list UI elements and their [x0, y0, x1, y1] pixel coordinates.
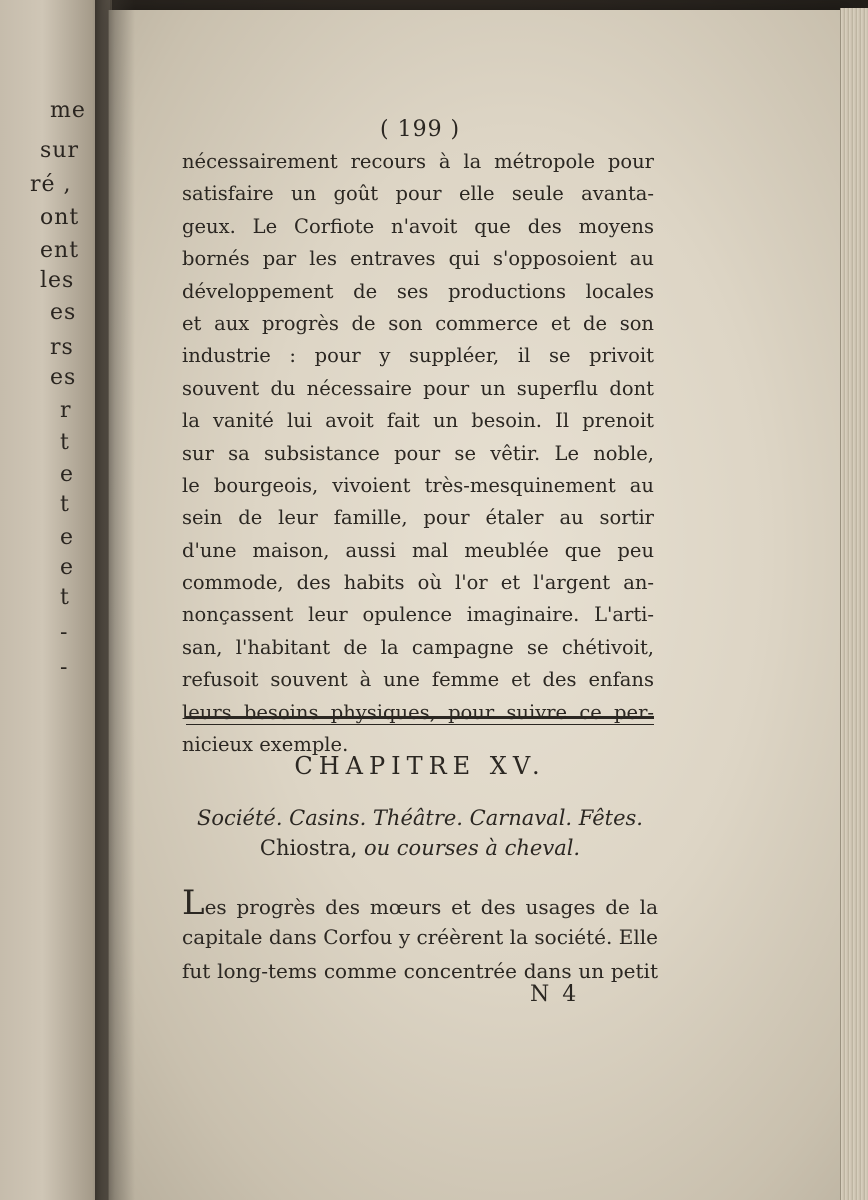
left-page-fragment: e [60, 555, 75, 580]
chapter-heading: CHAPITRE XV. [294, 752, 546, 780]
left-page-fragment: e [60, 525, 75, 550]
left-page-fragment: ré , [30, 172, 72, 197]
text-line: refusoit souvent à une femme et des enfans [182, 668, 654, 692]
text-line: sein de leur famille, pour étaler au sortir [182, 506, 654, 530]
page-edges [840, 8, 868, 1200]
left-page-fragment: me [50, 98, 86, 123]
left-page-fragment: les [40, 268, 75, 293]
left-page-fragment: ont [40, 205, 80, 230]
left-page-fragment: r [60, 398, 72, 423]
text-line: et aux progrès de son commerce et de son [182, 311, 654, 335]
text-line: Les progrès des mœurs et des usages de la [182, 883, 658, 923]
left-page-fragment: rs [50, 335, 74, 360]
subtitle-italic-part: ou courses à cheval. [357, 836, 581, 860]
book-gutter-shadow [95, 0, 135, 1200]
signature-mark: N 4 [530, 982, 580, 1007]
left-page-fragment: e [60, 462, 75, 487]
text-line: geux. Le Corfiote n'avoit que des moyens [182, 214, 654, 238]
text-line: développement de ses productions locales [182, 279, 654, 303]
text-line: la vanité lui avoit fait un besoin. Il prenoit [182, 409, 654, 433]
subtitle-roman-part: Chiostra, [259, 836, 358, 860]
body-paragraph [182, 146, 654, 761]
text-line: nonçassent leur opulence imaginaire. L'arti- [182, 603, 654, 627]
text-line: capitale dans Corfou y créèrent la société. Elle [182, 925, 658, 949]
text-line: commode, des habits où l'or et l'argent an- [182, 571, 654, 595]
text-line: souvent du nécessaire pour un superflu dont [182, 376, 654, 400]
chapter-subtitle-line-2 [180, 836, 660, 860]
left-page-fragment: t [60, 430, 70, 455]
left-page-fragment: t [60, 492, 70, 517]
text-line: fut long-tems comme concentrée dans un petit [182, 959, 658, 983]
chapter-opening-paragraph [182, 883, 658, 988]
left-page-fragment: - [60, 655, 69, 680]
text-line: nicieux exemple. [182, 733, 349, 757]
chapter-subtitle-line-1: Société. Casins. Théâtre. Carnaval. Fêtes. [197, 806, 643, 830]
text-line: san, l'habitant de la campagne se chétivoit, [182, 635, 654, 659]
text-line: nécessairement recours à la métropole pour [182, 150, 654, 173]
text-line: sur sa subsistance pour se vêtir. Le noble, [182, 441, 654, 465]
left-page-fragment: es [50, 300, 77, 325]
text-line: bornés par les entraves qui s'opposoient au [182, 247, 654, 271]
left-page-fragment: - [60, 620, 69, 645]
left-page-fragment: ent [40, 238, 80, 263]
left-page-fragment: t [60, 585, 70, 610]
text-line: leurs besoins physiques, pour suivre ce per- [182, 700, 654, 724]
text-line: industrie : pour y suppléer, il se privoit [182, 344, 654, 368]
chapter-divider-rule [186, 716, 654, 725]
text-line: le bourgeois, vivoient très-mesquinement au [182, 473, 654, 497]
text-line: d'une maison, aussi mal meublée que peu [182, 538, 654, 562]
page-number: ( 199 ) [380, 117, 461, 142]
left-page-fragment: es [50, 365, 77, 390]
left-page-fragment: sur [40, 138, 79, 163]
text-line: satisfaire un goût pour elle seule avanta- [182, 182, 654, 206]
